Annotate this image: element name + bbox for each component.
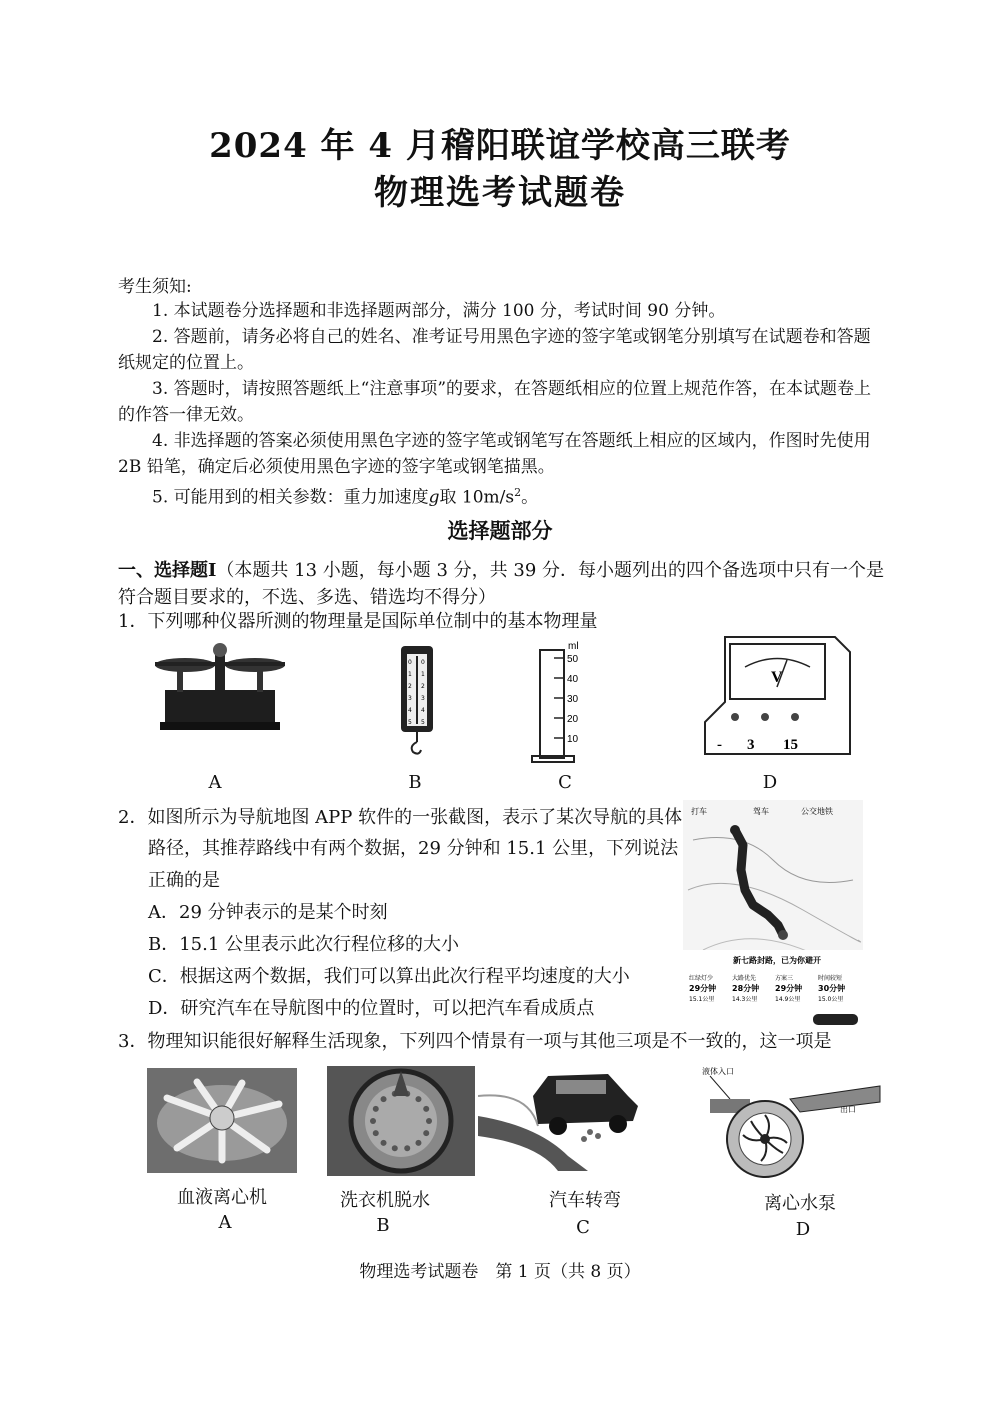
cylinder-tick-label: 20 <box>567 714 579 725</box>
map-tab-transit: 公交地铁 <box>801 807 833 816</box>
drum-hole <box>415 1096 421 1102</box>
route-label: 红绿灯少 <box>689 975 714 982</box>
route-time: 29分钟 <box>775 984 803 993</box>
drum-hole <box>381 1096 387 1102</box>
cylinder-tick-label: 40 <box>567 674 579 685</box>
page-footer: 物理选考试题卷 第 1 页（共 8 页） <box>359 1262 641 1282</box>
spring-scale-tick-left: 2 <box>408 683 412 690</box>
q2-stem-line-3: 正确的是 <box>148 870 220 891</box>
q3-caption-c: 汽车转弯 <box>549 1190 621 1211</box>
section-title: 选择题部分 <box>447 518 553 543</box>
route-time: 29分钟 <box>689 984 717 993</box>
drum-hole <box>415 1140 421 1146</box>
voltmeter-image <box>695 632 855 762</box>
exam-title: 2024 年 4 月稽阳联谊学校高三联考 <box>209 126 791 166</box>
q3-label-b: B <box>376 1215 390 1236</box>
terminal-minus: - <box>717 737 722 753</box>
q2-option-c: C．根据这两个数据，我们可以算出此次行程平均速度的大小 <box>148 966 630 987</box>
cylinder-tick-label: 10 <box>567 734 579 745</box>
spring-scale-tick-right: 5 <box>421 719 425 726</box>
q3-caption-a: 血液离心机 <box>177 1187 267 1208</box>
map-notice: 新七路封路，已为你避开 <box>733 956 821 965</box>
map-tab-drive: 驾车 <box>753 807 769 816</box>
route-time: 30分钟 <box>818 984 846 993</box>
q1-stem: 1．下列哪种仪器所测的物理量是国际单位制中的基本物理量 <box>118 611 598 632</box>
cylinder-tick-label: 50 <box>567 654 579 665</box>
exam-subtitle: 物理选考试题卷 <box>374 173 626 213</box>
q2-stem-line-1: 2．如图所示为导航地图 APP 软件的一张截图，表示了某次导航的具体 <box>118 807 683 828</box>
spring-scale-tick-right: 2 <box>421 683 425 690</box>
washing-machine-image <box>327 1066 475 1176</box>
q2-option-b: B．15.1 公里表示此次行程位移的大小 <box>148 934 460 955</box>
terminal-3: 3 <box>747 737 755 753</box>
centrifugal-pump-image <box>690 1064 890 1179</box>
q1-label-c: C <box>558 772 572 793</box>
pump-outlet-label: 出口 <box>840 1105 856 1114</box>
note-item-4: 4. 非选择题的答案必须使用黑色字迹的签字笔或钢笔写在答题纸上相应的区域内，作图时先使用 2B 铅笔，确定后必须使用黑色字迹的签字笔或钢笔描黑。 <box>118 431 871 477</box>
route-distance: 14.3公里 <box>732 996 758 1003</box>
pump-inlet-label: 液体入口 <box>702 1067 734 1076</box>
drum-hole <box>392 1145 398 1151</box>
note-item-3: 3. 答题时，请按照答题纸上“注意事项”的要求，在答题纸相应的位置上规范作答，在本试题卷上的作答一律无效。 <box>118 379 872 425</box>
drum-hole <box>423 1106 429 1112</box>
route-label: 大路优先 <box>732 975 757 982</box>
cylinder-unit: ml <box>568 641 579 652</box>
drum-hole <box>423 1130 429 1136</box>
blood-centrifuge-image <box>147 1068 297 1173</box>
route-time: 28分钟 <box>732 984 760 993</box>
car-turning-image <box>478 1066 643 1171</box>
cylinder-tick-label: 30 <box>567 694 579 705</box>
q3-caption-d: 离心水泵 <box>764 1193 836 1214</box>
spring-scale-tick-right: 3 <box>421 695 425 702</box>
spring-scale-tick-left: 4 <box>408 707 412 714</box>
spring-scale-tick-right: 1 <box>421 671 425 678</box>
route-label: 方案三 <box>775 975 794 982</box>
route-distance: 15.0公里 <box>818 996 844 1003</box>
drum-hole <box>370 1118 376 1124</box>
map-tab-taxi: 打车 <box>691 807 707 816</box>
notes-heading: 考生须知: <box>118 277 192 297</box>
drum-hole <box>426 1118 432 1124</box>
navigation-map-image <box>683 800 863 1028</box>
q3-stem: 3．物理知识能很好解释生活现象，下列四个情景有一项与其他三项是不一致的，这一项是 <box>118 1031 832 1052</box>
drum-hole <box>381 1140 387 1146</box>
q3-label-c: C <box>576 1217 590 1238</box>
spring-scale-tick-left: 1 <box>408 671 412 678</box>
note-item-1: 1. 本试题卷分选择题和非选择题两部分，满分 100 分，考试时间 90 分钟。 <box>152 301 726 321</box>
route-label: 时间较短 <box>818 975 843 982</box>
q3-caption-b: 洗衣机脱水 <box>340 1190 430 1211</box>
q1-label-b: B <box>408 772 422 793</box>
drum-hole <box>373 1106 379 1112</box>
spring-scale-tick-right: 0 <box>421 659 425 666</box>
drum-hole <box>404 1145 410 1151</box>
route-distance: 15.1公里 <box>689 996 715 1003</box>
note-item-2: 2. 答题前，请务必将自己的姓名、准考证号用黑色字迹的签字笔或钢笔分别填写在试题卷和答题纸规定的位置上。 <box>118 327 871 373</box>
balance-scale-image <box>145 640 295 735</box>
spring-scale-image <box>395 642 440 757</box>
measuring-cylinder-image <box>530 638 590 768</box>
spring-scale-tick-left: 3 <box>408 695 412 702</box>
q1-label-d: D <box>762 772 778 793</box>
q3-label-a: A <box>218 1212 232 1233</box>
note-item-5: 5. 可能用到的相关参数：重力加速度g取 $10m/s^2$。 <box>152 486 539 508</box>
voltmeter-symbol: V <box>771 669 783 686</box>
q2-stem-line-2: 路径，其推荐路线中有两个数据，29 分钟和 15.1 公里，下列说法 <box>148 838 679 859</box>
q1-label-a: A <box>208 772 222 793</box>
spring-scale-tick-left: 0 <box>408 659 412 666</box>
terminal-15: 15 <box>783 737 798 753</box>
route-distance: 14.9公里 <box>775 996 801 1003</box>
part1-instructions: 一、选择题Ⅰ（本题共 13 小题，每小题 3 分，共 39 分．每小题列出的四个备选项中只有一个是符合题目要求的，不选、多选、错选均不得分） <box>118 560 885 608</box>
spring-scale-tick-left: 5 <box>408 719 412 726</box>
q3-label-d: D <box>795 1219 811 1240</box>
q2-option-a: A．29 分钟表示的是某个时刻 <box>148 902 388 923</box>
q2-option-d: D．研究汽车在导航图中的位置时，可以把汽车看成质点 <box>148 998 595 1019</box>
drum-hole <box>373 1130 379 1136</box>
spring-scale-tick-right: 4 <box>421 707 425 714</box>
